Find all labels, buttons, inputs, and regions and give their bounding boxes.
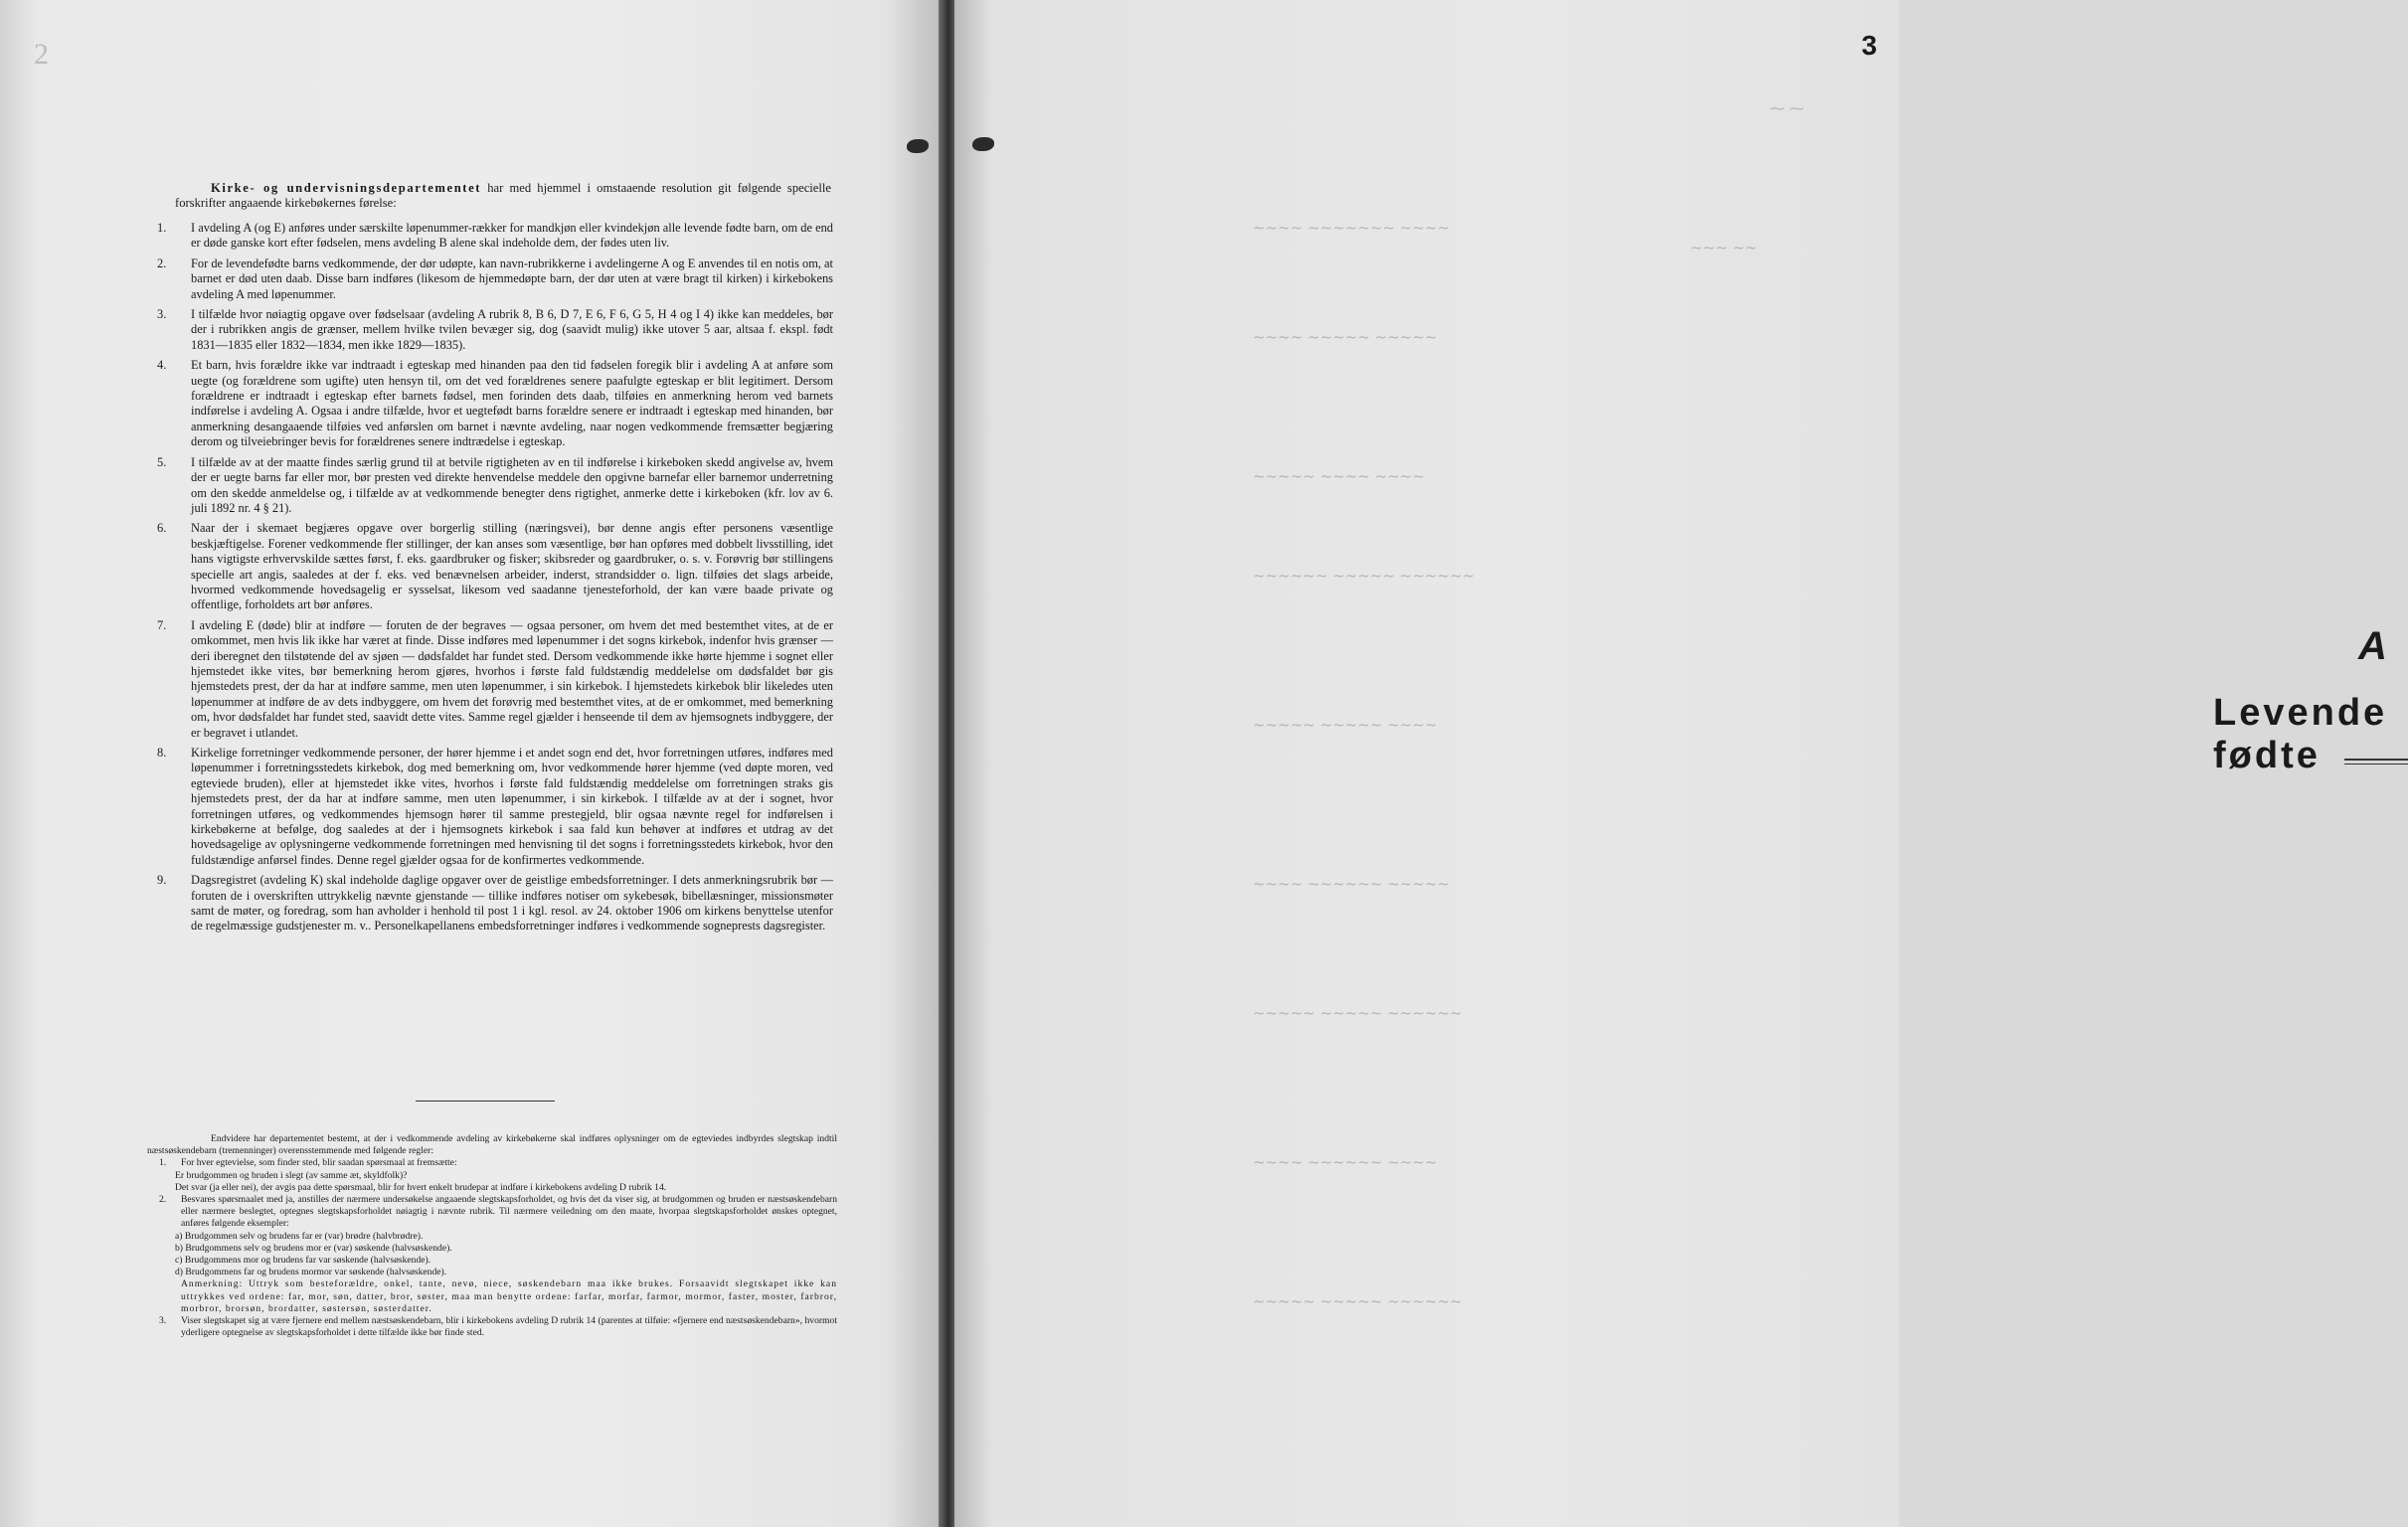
rule-item [149,221,833,252]
binding-hole-mark [972,137,994,151]
rule-item [149,455,833,517]
kinship-item-text: Anmerkning: Uttryk som besteforældre, onkel, tante, nevø, niece, søskendebarn maa ikke brukes. Forsaavidt slegtskapet ikke kan uttrykkes ved ordene: far, mor, søn, datter, bror, søster, maa man benytte ordene: farfar, morfar, farmor, mormor, faster, moster, farbror, morbror, brorsøn, brordatter, søstersøn, søsterdatter. [181,1278,837,1314]
rule-number: 2. [157,255,167,270]
rule-item [149,256,833,302]
rule-number: 4. [157,358,167,373]
bleed-through-mark: ~~~~~ ~~~~ ~~~~ [1253,467,1425,485]
bleed-through-mark: ⁓ ⁓ [1770,99,1805,117]
kinship-subitem: c) Brudgommens mor og brudens far var søskende (halvsøskende). [175,1255,431,1267]
rule-text: Dagsregistret (avdeling K) skal indeholde daglige opgaver over de geistlige embedsforretninger. I dets anmerkningsrubrik bør — foruten de i overskriften uttrykkelig nævnte gjenstande — tillike indføres notiser om sykebesøk, bibellæsninger, missionsmøter samt de møter, og foredrag, som han avholder i henhold til post 1 i kgl. resol. av 24. oktober 1906 om kirkens benyttelse utenfor de regelmæssige gudstjenester m. v.. Personelkapellanens embedsforretninger indføres i vedkommende sogneprests dagsregister. [191,873,833,933]
left-page-number: 2 [34,38,49,71]
rule-item [149,618,833,741]
kinship-item-number: 3. [159,1315,167,1327]
right-page-number: 3 [1861,30,1877,61]
bleed-through-mark: ~~~~~ ~~~~~ ~~~~~~ [1253,1004,1462,1022]
bleed-through-mark: ~~~~ ~~~~~~ ~~~~~ [1253,875,1451,893]
bleed-through-mark: ~~~~ ~~~~~ ~~~~~ [1253,328,1438,346]
right-page [954,0,2388,1527]
kinship-items [147,1157,837,1339]
rule-text: I avdeling E (døde) blir at indføre — foruten de der begraves — ogsaa personer, om hvem det med bestemthet vites, at de er omkommet, men hvis lik ikke har været at finde. Disse indføres med løpenummer i det sogns kirkebok, indenfor hvis grænser — deri iberegnet den tilstøtende del av sjøen — dødsfaldet har fundet sted. Dersom vedkommende ikke hørte hjemme i sognet eller hjemstedet ikke vites, bør bemerkning herom gjøres, hvorhos i første fald fuldstændig meddelelse om dødsfaldet bør gis hjemstedets prest, der da har at indføre samme, men uten løpenummer, i sin kirkebok. I hjemstedets kirkebok blir likeledes uten løpenummer at indføre de av dets indbyggere, om hvem det forøvrig med bestemthet vites, at de er omkommet, med bemerkning om, hvor dødsfaldet har fundet sted, saavidt dette vites. Samme regel gjælder i henseende til dem av hjemsognets indbyggere, der er begravet i utlandet. [191,617,833,740]
kinship-item-number: 1. [159,1157,167,1169]
rule-text: Naar der i skemaet begjæres opgave over borgerlig stilling (næringsvei), bør denne angis efter personens væsentlige beskjæftigelse. Forener vedkommende fler stillinger, der kan anses som væsentlige, bør han opføres med dobbelt livsstilling, idet hans vigtigste erhvervskilde sættes først, f. eks. gaardbruker og fisker; skibsreder og gaardbruker, o. s. v. Forøvrig bør stillingens specielle art angis, saaledes at der f. eks. ved benævnelsen arbeider, inderst, strandsidder o. lign. tilføies det slags arbeide, hvormed vedkommende hovedsagelig er sysselsat, likesom ved saadanne tjenesteforhold, der kan være baade private og offentlige, forholdets art bør anføres. [191,521,833,612]
rule-text: I tilfælde hvor nøiagtig opgave over fødselsaar (avdeling A rubrik 8, B 6, D 7, E 6, F 6, G 5, H 4 og I 4) ikke kan meddeles, bør der i rubrikken angis de grænser, mellem hvilke tvilen bevæger sig, dog (saavidt mulig) ikke utover 5 aar, altsaa f. ekspl. født 1831—1835 eller 1832—1834, men ikke 1829—1835). [191,307,833,352]
kinship-item-text: Besvares spørsmaalet med ja, anstilles der nærmere undersøkelse angaaende slegtskapsforholdet, og hvis det da viser sig, at brudgommen og bruden er næstsøskendebarn eller nærmere beslegtet, optegnes slegtskapsforholdet nøiagtig i nævnte rubrik. Til nærmere veiledning om den maate, hvorpaa slegtskapsforholdet ønskes optegnet, anføres følgende eksempler: [181,1194,837,1230]
rule-item [149,746,833,868]
rules-list [149,221,833,939]
kinship-subitem: Er brudgommen og bruden i slegt (av samme æt, skyldfolk)? [175,1169,408,1181]
kinship-item [147,1315,837,1339]
rule-number: 1. [157,221,167,235]
kinship-subitem: b) Brudgommens selv og brudens mor er (var) søskende (halvsøskende). [175,1242,452,1254]
section-divider [416,1101,555,1102]
kinship-subitem: a) Brudgommen selv og brudens far er (var) brødre (halvbrødre). [175,1230,424,1242]
bleed-through-mark: ~~~ ~~ [1690,239,1758,256]
rule-item [149,873,833,934]
bleed-through-mark: ~~~~ ~~~~~~ ~~~~ [1253,1153,1438,1171]
rule-number: 7. [157,617,167,632]
intro-text: har med hjemmel i omstaaende resolution git følgende specielle forskrifter angaaende kirkebøkernes førelse: [175,181,831,211]
kinship-item-text: Viser slegtskapet sig at være fjernere end mellem næstsøskendebarn, blir i kirkebokens avdeling D rubrik 14 (parentes at tilføie: «fjernere end næstsøskendebarn», hvormot yderligere optegnelse av slegtskapsforholdet i dette tilfælde ikke bør finde sted. [181,1315,837,1339]
left-page [0,0,943,1527]
rule-number: 3. [157,307,167,322]
bleed-through-mark: ~~~~~ ~~~~~ ~~~~~~ [1253,1292,1462,1310]
bleed-through-mark: ~~~~~~ ~~~~~ ~~~~~~ [1253,567,1475,585]
bleed-through-mark: ~~~~~ ~~~~~ ~~~~ [1253,716,1438,734]
kinship-item [147,1278,837,1315]
rule-text: I avdeling A (og E) anføres under særskilte løpenummer-rækker for mandkjøn eller kvindekjøn alle levende fødte barn, om de end er døde ganske kort efter fødselen, mens avdeling B alene skal indeholde dem, der fødes uten liv. [191,221,833,251]
rule-number: 5. [157,454,167,469]
section-title: Levende fødte [2213,692,2388,776]
binding-hole-mark [907,139,929,153]
rule-item [149,358,833,449]
kinship-item [147,1157,837,1169]
kinship-intro: Endvidere har departementet bestemt, at der i vedkommende avdeling av kirkebøkerne skal indføres oplysninger om de egteviedes indbyrdes slegtskap indtil næstsøskendebarn (tremenninger) overensstemmende med følgende regler: [147,1133,837,1157]
title-underline [2344,759,2408,761]
rule-number: 6. [157,521,167,536]
kinship-subitem: d) Brudgommens far og brudens mormor var søskende (halvsøskende). [175,1267,447,1278]
kinship-item-text: For hver egtevielse, som finder sted, blir saadan spørsmaal at fremsætte: [181,1157,457,1169]
kinship-subitem: Det svar (ja eller nei), der avgis paa dette spørsmaal, blir for hvert enkelt brudepar at indføre i kirkebokens avdeling D rubrik 14. [175,1181,667,1193]
kinship-rules [147,1133,837,1339]
kinship-item-number: 2. [159,1194,167,1206]
section-letter: A [2358,624,2387,668]
rule-item [149,521,833,612]
rule-number: 9. [157,873,167,888]
rule-number: 8. [157,746,167,760]
rule-text: Kirkelige forretninger vedkommende personer, der hører hjemme i et andet sogn end det, hvor forretningen utføres, indføres med løpenummer i forretningsstedets kirkebok, dog med bemerkning om, hvor vedkommende hører hjemme (ved døpte moren, ved egteviede bruden), eller at hjemstedet ikke vites, hvorhos i første fald fuldstændig meddelelse om forretningen straks gis hjemstedets prest, der da har at indføre samme, men uten løpenummer, i sin kirkebok. I tilfælde av at der i sognet, hvor forretningen utføres, og vedkommendes hjemsogn hører til samme prestegjeld, blir ogsaa nævnte regel for indførelsen i kirkebøkerne at befølge, dog saaledes at der i hjemsognets kirkebok i saa fald kun behøver at indføres et utdrag av det hovedsagelige av oplysningerne vedkommende forretningen med henvisning til det sogns i forretningsstedets kirkebok, hvor den fuldstændige anførsel findes. Denne regel gjælder ogsaa for de konfirmertes vedkommende. [191,746,833,867]
rule-text: I tilfælde av at der maatte findes særlig grund til at betvile rigtigheten av en til indførelse i kirkeboken skedd angivelse av, hvem der er uegte barns far eller mor, bør presten ved direkte henvendelse meddele den opgivne barnefar eller barnemor underretning om den skedde anmeldelse og, i tilfælde av at vedkommende benegter dens rigtighet, anmerke dette i kirkeboken (kfr. lov av 6. juli 1892 nr. 4 § 21). [191,454,833,515]
kinship-item [147,1194,837,1231]
rule-text: For de levendefødte barns vedkommende, der dør udøpte, kan navn-rubrikkerne i avdelingerne A og E anvendes til en notis om, at barnet er død uten daab. Disse barn indføres (likesom de hjemmedøpte barn, der dør uten at være bragt til kirken) i kirkebokens avdeling A med løpenummer. [191,255,833,301]
rule-item [149,307,833,353]
intro-heading: Kirke- og undervisningsdepartementet [211,181,482,195]
intro-paragraph [175,181,831,211]
bleed-through-mark: ~~~~ ~~~~~~~ ~~~~ [1253,219,1451,237]
rule-text: Et barn, hvis forældre ikke var indtraadt i egteskap med hinanden paa den tid fødselen foregik blir i avdeling A at anføre som uegte (og forældrene som ugifte) uten hensyn til, om det ved forældrenes senere paafulgte egteskap er blit legitimert. Dersom forældrene er indtraadt i egteskap efter barnets fødsel, men forinden dets daab, tilføies en anmerkning herom ved barnets indførelse i avdeling A. Ogsaa i andre tilfælde, hvor et uegtefødt barns forældre senere er indtraadt i egteskap med hinanden, bør anmerkning desangaaende tilføies ved anførslen om barnet i nævnte avdeling, naar nogen vedkommende fremsætter begjæring derom og tilveiebringer bevis for forældrenes senere indtrædelse i egteskap. [191,358,833,449]
